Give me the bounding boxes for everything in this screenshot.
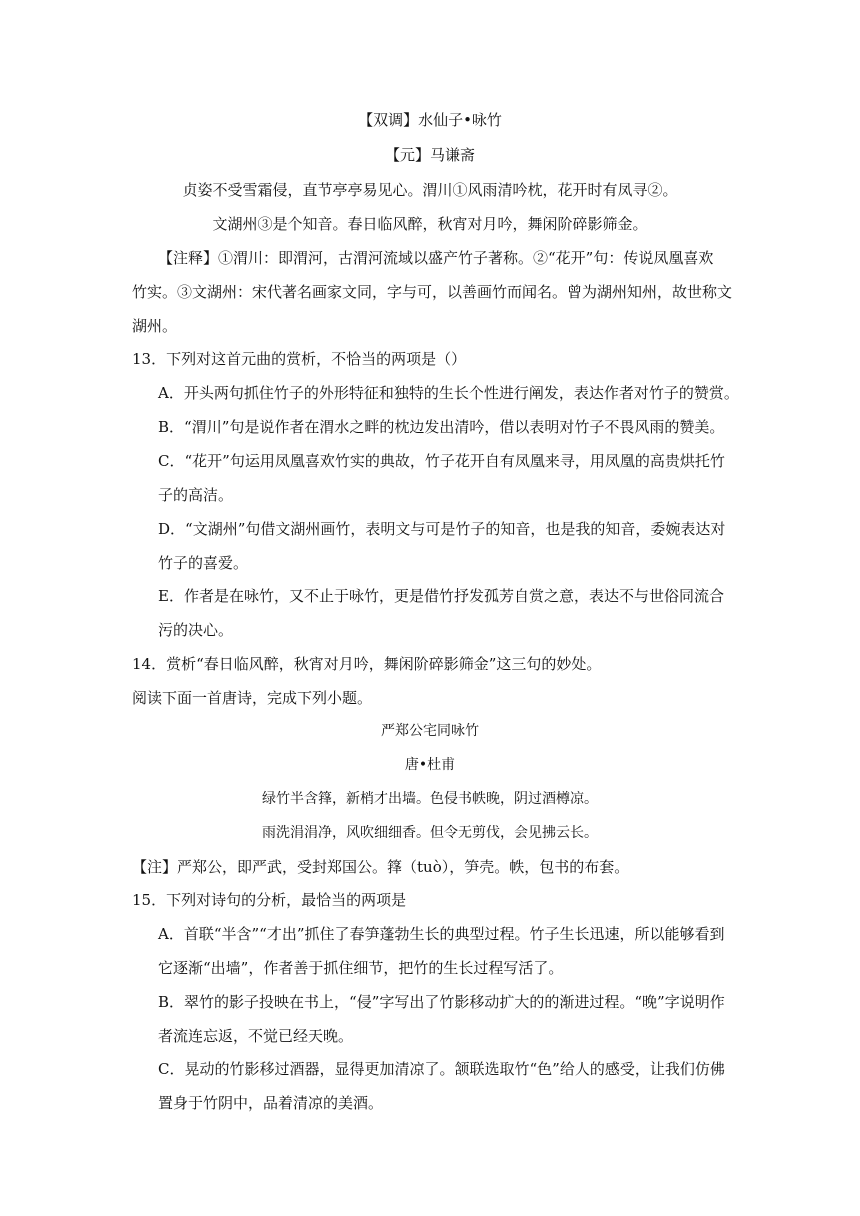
question-15-option-c: C．晃动的竹影移过酒器，显得更加清凉了。颔联选取竹“色”给人的感受，让我们仿佛: [158, 1060, 725, 1078]
question-15-option-b: 者流连忘返，不觉已经天晚。: [158, 1027, 354, 1045]
question-14-stem: 14．赏析“春日临风醉，秋宵对月吟，舞闲阶碎影筛金”这三句的妙处。: [132, 655, 602, 673]
question-13-option-a: A．开头两句抓住竹子的外形特征和独特的生长个性进行阐发，表达作者对竹子的赞赏。: [158, 384, 739, 402]
poem2-line: 雨洗涓涓净，风吹细细香。但令无剪伐，会见拂云长。: [262, 825, 598, 841]
question-15-stem: 15．下列对诗句的分析，最恰当的两项是: [132, 891, 407, 909]
poem2-author: 唐•杜甫: [404, 757, 456, 773]
question-15-option-a: 它逐渐“出墙”，作者善于抓住细节，把竹的生长过程写活了。: [158, 959, 564, 977]
question-15-option-b: B．翠竹的影子投映在书上，“侵”字写出了竹影移动扩大的的渐进过程。“晚”字说明作: [158, 993, 725, 1011]
poem1-note: 竹实。③文湖州：宋代著名画家文同，字与可，以善画竹而闻名。曾为湖州知州，故世称文: [132, 283, 733, 301]
poem2-line: 绿竹半含箨，新梢才出墙。色侵书帙晚，阴过酒樽凉。: [262, 791, 598, 807]
question-13-option-d: 竹子的喜爱。: [158, 554, 249, 572]
question-13-option-c: C．“花开”句运用凤凰喜欢竹实的典故，竹子花开自有凤凰来寻，用凤凰的高贵烘托竹: [158, 452, 725, 470]
poem1-line: 文湖州③是个知音。春日临风醉，秋宵对月吟，舞闲阶碎影筛金。: [212, 215, 648, 233]
poem1-line: 贞姿不受雪霜侵，直节亭亭易见心。渭川①风雨清吟枕，花开时有凤寻②。: [182, 181, 678, 199]
question-13-option-d: D．“文湖州”句借文湖州画竹，表明文与可是竹子的知音，也是我的知音，委婉表达对: [158, 520, 726, 538]
poem2-note: 【注】严郑公，即严武，受封郑国公。箨（tuò），笋壳。帙，包书的布套。: [132, 858, 630, 876]
poem2-title: 严郑公宅同咏竹: [381, 723, 479, 739]
question-13-option-e: 污的决心。: [158, 621, 234, 639]
poem1-author: 【元】马谦斋: [384, 146, 475, 164]
poem1-note: 【注释】①渭川：即渭河，古渭河流域以盛产竹子著称。②“花开”句：传说凤凰喜欢: [158, 249, 714, 267]
poem1-title: 【双调】水仙子•咏竹: [358, 111, 502, 129]
question-15-option-c: 置身于竹阴中，品着清凉的美酒。: [158, 1094, 384, 1112]
question-13-stem: 13．下列对这首元曲的赏析，不恰当的两项是（）: [132, 350, 467, 368]
question-13-option-b: B．“渭川”句是说作者在渭水之畔的枕边发出清吟，借以表明对竹子不畏风雨的赞美。: [158, 418, 725, 436]
question-13-option-e: E．作者是在咏竹，又不止于咏竹，更是借竹抒发孤芳自赏之意，表达不与世俗同流合: [158, 587, 724, 605]
reading-instruction: 阅读下面一首唐诗，完成下列小题。: [132, 689, 373, 707]
poem1-note: 湖州。: [132, 317, 178, 335]
question-15-option-a: A．首联“半含”“才出”抓住了春笋蓬勃生长的典型过程。竹子生长迅速，所以能够看到: [158, 925, 725, 943]
question-13-option-c: 子的高洁。: [158, 486, 234, 504]
